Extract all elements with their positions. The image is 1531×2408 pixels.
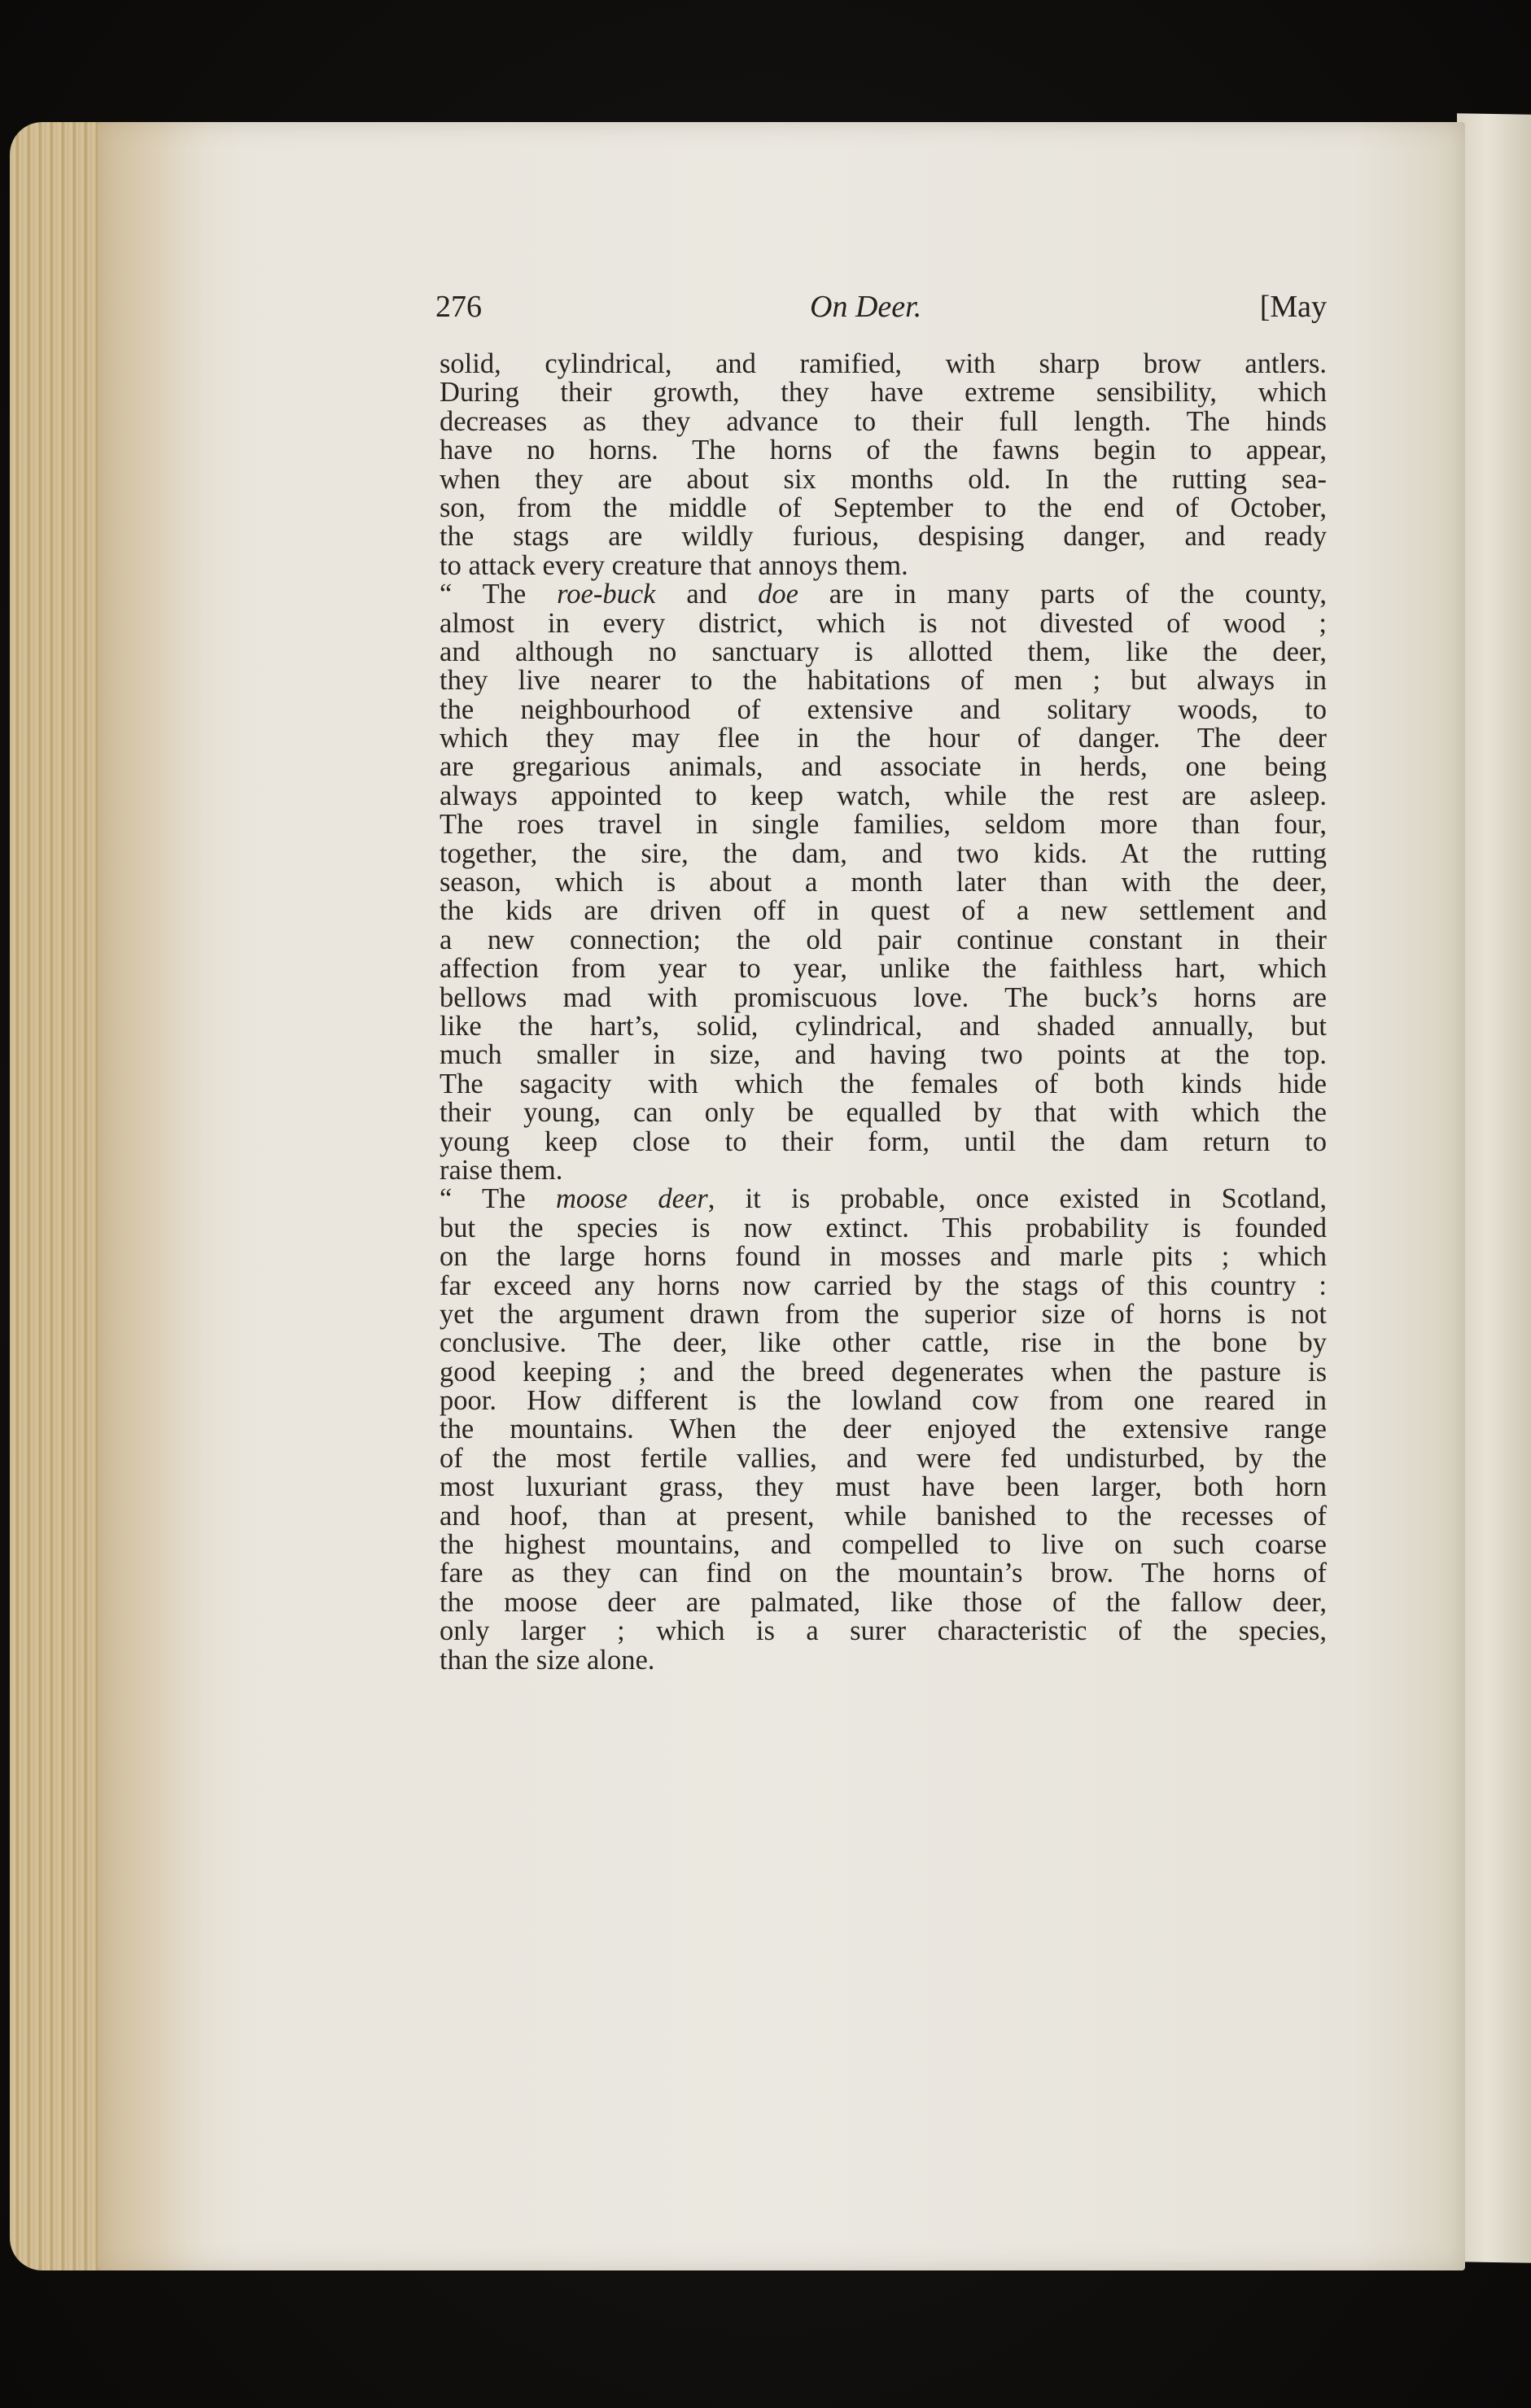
- text-line: solid, cylindrical, and ramified, with sharp brow antlers.: [440, 348, 1327, 379]
- text-line: season, which is about a month later than with the deer,: [440, 867, 1327, 898]
- text-line: “ The moose deer, it is probable, once existed in Scotland,: [440, 1183, 1327, 1215]
- text-line: the kids are driven off in quest of a new settlement and: [440, 895, 1327, 927]
- text-line: much smaller in size, and having two points at the top.: [440, 1039, 1327, 1071]
- running-head: [435, 289, 1327, 338]
- text-line: poor. How different is the lowland cow from one reared in: [440, 1385, 1327, 1417]
- text-line: of the most fertile vallies, and were fed undisturbed, by the: [440, 1442, 1327, 1474]
- text-line: affection from year to year, unlike the faithless hart, which: [440, 953, 1327, 985]
- text-line: the highest mountains, and compelled to live on such coarse: [440, 1529, 1327, 1561]
- text-line: yet the argument drawn from the superior size of horns is not: [440, 1298, 1327, 1330]
- text-line: the moose deer are palmated, like those of the fallow deer,: [440, 1586, 1327, 1618]
- text-line: conclusive. The deer, like other cattle, rise in the bone by: [440, 1327, 1327, 1359]
- text-line: young keep close to their form, until the dam return to: [440, 1125, 1327, 1157]
- text-line: raise them.: [440, 1154, 563, 1186]
- page-foxing: [98, 122, 244, 2270]
- text-line: fare as they can find on the mountain’s brow. The horns of: [440, 1558, 1327, 1589]
- running-month: [May: [1259, 290, 1327, 324]
- text-line: decreases as they advance to their full length. The hinds: [440, 405, 1327, 437]
- text-line: “ The roe-buck and doe are in many parts of the county,: [440, 579, 1327, 610]
- text-line: their young, can only be equalled by that with which the: [440, 1097, 1327, 1129]
- text-line: which they may flee in the hour of danger. The deer: [440, 723, 1327, 754]
- text-line: but the species is now extinct. This probability is founded: [440, 1212, 1327, 1243]
- text-line: bellows mad with promiscuous love. The buck’s horns are: [440, 981, 1327, 1013]
- text-line: almost in every district, which is not divested of wood ;: [440, 607, 1327, 639]
- text-line: far exceed any horns now carried by the stags of this country :: [440, 1270, 1327, 1301]
- text-line: always appointed to keep watch, while the rest are asleep.: [440, 780, 1327, 811]
- text-line: During their growth, they have extreme sensibility, which: [440, 377, 1327, 409]
- text-line: are gregarious animals, and associate in herds, one being: [440, 751, 1327, 783]
- text-line: together, the sire, the dam, and two kids. At the rutting: [440, 837, 1327, 869]
- page-number: 276: [435, 290, 482, 324]
- text-line: like the hart’s, solid, cylindrical, and shaded annually, but: [440, 1010, 1327, 1042]
- text-line: than the size alone.: [440, 1644, 655, 1676]
- text-line: a new connection; the old pair continue constant in their: [440, 924, 1327, 955]
- text-line: son, from the middle of September to the end of October,: [440, 492, 1327, 523]
- text-line: The sagacity with which the females of both kinds hide: [440, 1068, 1327, 1099]
- right-page-edge: [1457, 113, 1531, 2263]
- text-line: the mountains. When the deer enjoyed the extensive range: [440, 1414, 1327, 1445]
- body-text: [440, 350, 1327, 1675]
- text-line: on the large horns found in mosses and marle pits ; which: [440, 1241, 1327, 1273]
- text-line: and hoof, than at present, while banished to the recesses of: [440, 1500, 1327, 1532]
- running-title: On Deer.: [810, 290, 922, 324]
- text-line: only larger ; which is a surer characteristic of the species,: [440, 1615, 1327, 1647]
- text-line: the neighbourhood of extensive and solitary woods, to: [440, 693, 1327, 725]
- text-line: The roes travel in single families, seldom more than four,: [440, 809, 1327, 841]
- text-line: they live nearer to the habitations of men ; but always in: [440, 665, 1327, 697]
- text-line: to attack every creature that annoys them.: [440, 549, 908, 581]
- text-line: when they are about six months old. In the rutting sea-: [440, 463, 1327, 495]
- text-line: have no horns. The horns of the fawns begin to appear,: [440, 435, 1327, 466]
- text-line: most luxuriant grass, they must have been larger, both horn: [440, 1471, 1327, 1503]
- text-line: good keeping ; and the breed degenerates when the pasture is: [440, 1356, 1327, 1388]
- text-line: and although no sanctuary is allotted them, like the deer,: [440, 636, 1327, 667]
- text-line: the stags are wildly furious, despising danger, and ready: [440, 521, 1327, 553]
